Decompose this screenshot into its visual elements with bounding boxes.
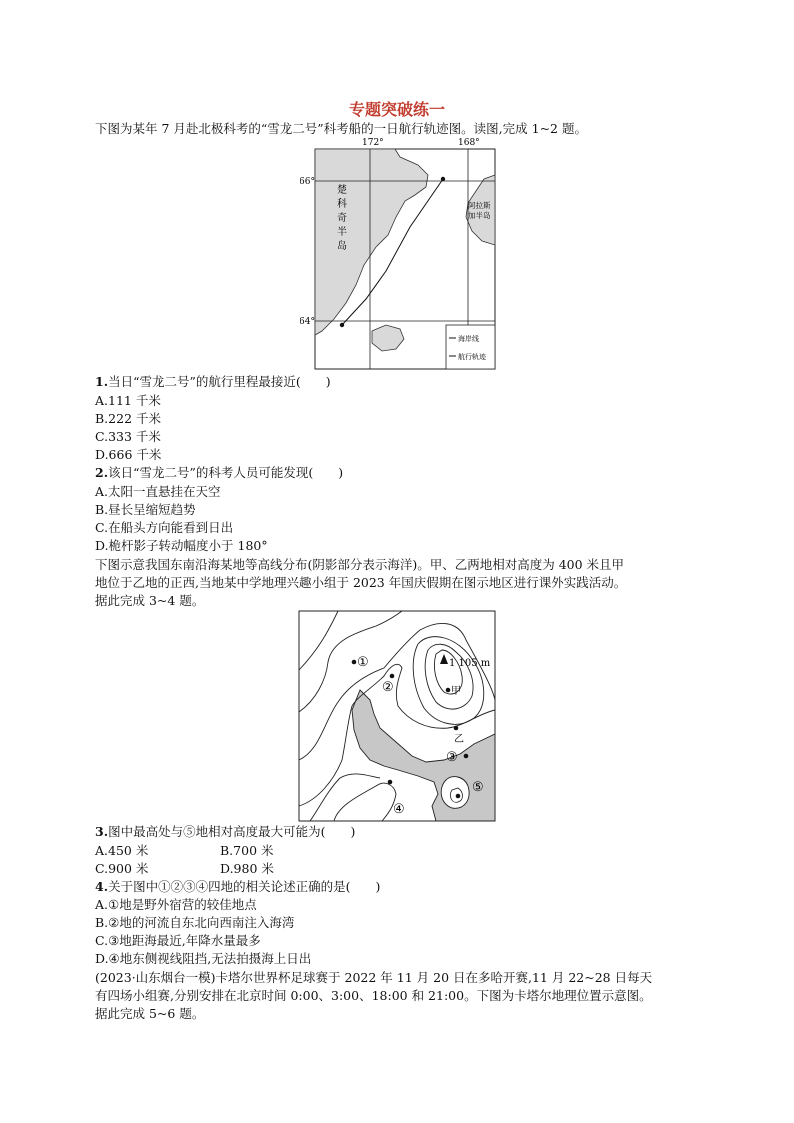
q3-option-d[interactable]: D.980 米 (220, 861, 274, 876)
intro-q3-4-line3: 据此完成 3~4 题。 (95, 593, 205, 608)
q4-stem: 4.关于图中①②③④四地的相关论述正确的是( ) (95, 879, 381, 894)
q2-stem: 2.该日“雪龙二号”的科考人员可能发现( ) (95, 465, 344, 480)
intro-q3-4-line2: 地位于乙地的正西,当地某中学地理兴趣小组于 2023 年国庆假期在图示地区进行课外实践活动。 (95, 575, 627, 590)
legend-track: 航行轨迹 (458, 353, 486, 361)
point-2-label: ② (382, 680, 394, 695)
q1-option-c[interactable]: C.333 千米 (95, 429, 161, 444)
q2-option-a[interactable]: A.太阳一直悬挂在天空 (95, 484, 221, 499)
svg-text:科: 科 (337, 199, 347, 210)
peak-elevation-label: 1 105 m (449, 658, 491, 669)
svg-text:奇: 奇 (337, 213, 347, 224)
q3-option-a[interactable]: A.450 米 (95, 843, 149, 858)
point-5-label: ⑤ (472, 780, 484, 795)
svg-text:半: 半 (337, 227, 347, 238)
q2-option-b[interactable]: B.昼长呈缩短趋势 (95, 502, 196, 517)
point-1-label: ① (357, 655, 369, 670)
q4-option-d[interactable]: D.④地东侧视线阻挡,无法拍摄海上日出 (95, 951, 312, 966)
track-end-point (441, 177, 445, 181)
yi-label: 乙 (454, 734, 464, 745)
track-start-point (340, 323, 344, 327)
q2-option-c[interactable]: C.在船头方向能看到日出 (95, 520, 234, 535)
jia-label: 甲 (451, 686, 461, 697)
q4-option-b[interactable]: B.②地的河流自东北向西南注入海湾 (95, 915, 295, 930)
intro-q5-6-line1: (2023·山东烟台一模)卡塔尔世界杯足球赛于 2022 年 11 月 20 日在多哈开赛,11 月 22~28 日每天 (95, 970, 653, 985)
lat-64-label: 64° (300, 317, 315, 327)
bering-strait-map (300, 135, 510, 379)
q3-option-c[interactable]: C.900 米 (95, 861, 149, 876)
q4-option-c[interactable]: C.③地距海最近,年降水量最多 (95, 933, 261, 948)
q3-option-b[interactable]: B.700 米 (220, 843, 274, 858)
q1-option-d[interactable]: D.666 千米 (95, 447, 162, 462)
lat-66-label: 66° (300, 177, 315, 187)
map1-legend (446, 325, 495, 369)
lon-168-label: 168° (458, 138, 480, 148)
contour-map (298, 610, 496, 826)
q2-option-d[interactable]: D.桅杆影子转动幅度小于 180° (95, 538, 268, 553)
svg-text:楚: 楚 (337, 185, 347, 196)
lon-172-label: 172° (362, 138, 384, 148)
q1-option-a[interactable]: A.111 千米 (95, 393, 161, 408)
alaska-label-2: 加半岛 (468, 211, 491, 220)
point-4-label: ④ (393, 802, 405, 817)
page-title: 专题突破练一 (348, 100, 445, 119)
point-3-label: ③ (446, 750, 458, 765)
q1-option-b[interactable]: B.222 千米 (95, 411, 161, 426)
chukchi-label (337, 183, 347, 252)
intro-q1-2: 下图为某年 7 月赴北极科考的“雪龙二号”科考船的一日航行轨迹图。读图,完成 1~2 题。 (95, 121, 587, 136)
q4-option-a[interactable]: A.①地是野外宿营的较佳地点 (95, 897, 257, 912)
intro-q5-6-line3: 据此完成 5~6 题。 (95, 1006, 205, 1021)
q1-stem: 1.当日“雪龙二号”的航行里程最接近( ) (95, 374, 331, 389)
svg-text:岛: 岛 (337, 241, 347, 252)
q3-stem: 3.图中最高处与⑤地相对高度最大可能为( ) (95, 824, 356, 839)
legend-coastline: 海岸线 (458, 335, 479, 343)
alaska-label-1: 阿拉斯 (468, 201, 491, 210)
intro-q3-4-line1: 下图示意我国东南沿海某地等高线分布(阴影部分表示海洋)。甲、乙两地相对高度为 400 米且甲 (95, 557, 625, 572)
intro-q5-6-line2: 有四场小组赛,分别安排在北京时间 0:00、3:00、18:00 和 21:00。下图为卡塔尔地理位置示意图。 (95, 988, 652, 1003)
